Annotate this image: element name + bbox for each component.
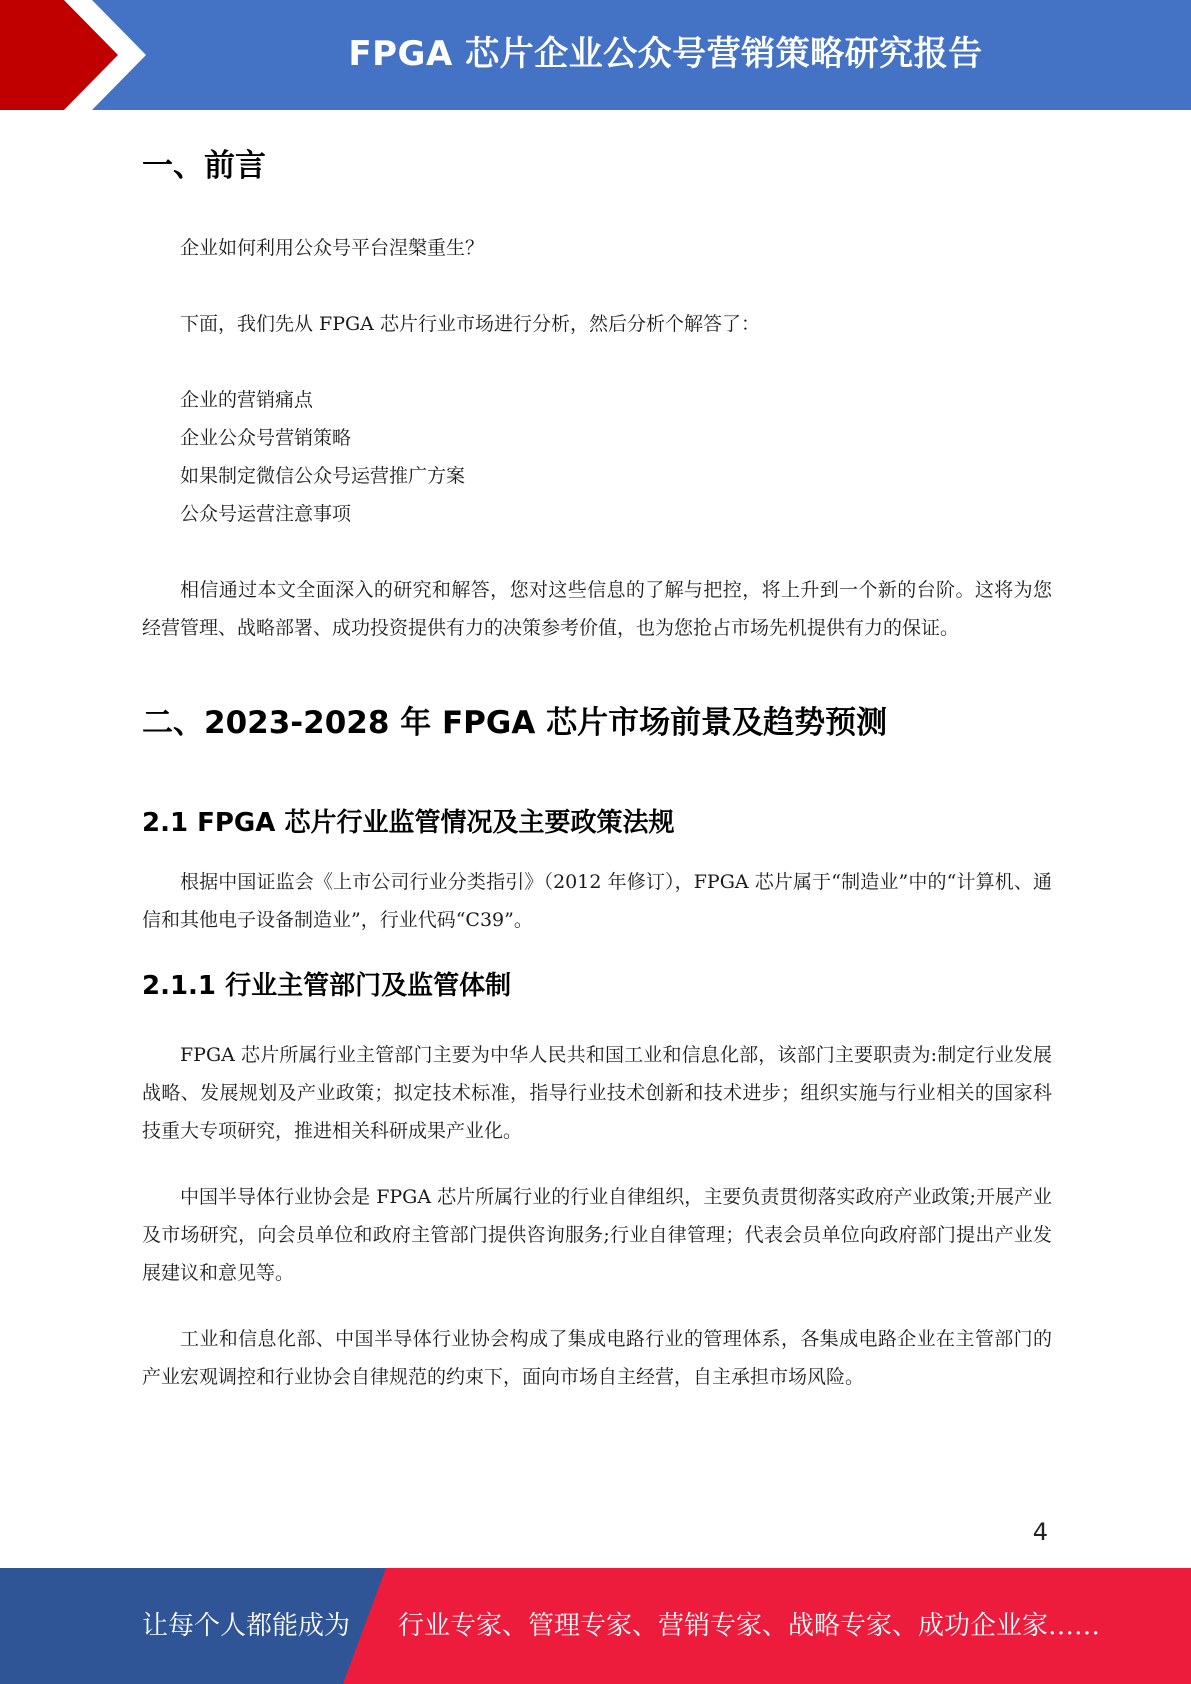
list-item: 企业公众号营销策略 bbox=[180, 427, 352, 449]
report-title: FPGA 芯片企业公众号营销策略研究报告 bbox=[348, 34, 983, 74]
paragraph-management-system: 工业和信息化部、中国半导体行业协会构成了集成电路行业的管理体系，各集成电路企业在主管部门的产业宏观调控和行业协会自律规范的约束下，面向市场自主经营，自主承担市场风险。 bbox=[142, 1328, 1052, 1388]
preface-question: 企业如何利用公众号平台涅槃重生？ bbox=[180, 237, 485, 259]
section-preface bbox=[142, 140, 1052, 647]
footer-slogan-left: 让每个人都能成为 bbox=[142, 1611, 351, 1641]
paragraph-regulator: FPGA 芯片所属行业主管部门主要为中华人民共和国工业和信息化部，该部门主要职责为:制定行业发展战略、发展规划及产业政策；拟定技术标准，指导行业技术创新和技术进步；组织实施与行业相关的国家科技重大专项研究，推进相关科研成果产业化。 bbox=[142, 1044, 1052, 1142]
subsection-heading-2-1: 2.1 FPGA 芯片行业监管情况及主要政策法规 bbox=[142, 808, 675, 838]
preface-topic-list bbox=[142, 381, 1052, 533]
paragraph-association: 中国半导体行业协会是 FPGA 芯片所属行业的行业自律组织，主要负责贯彻落实政府产业政策;开展产业及市场研究，向会员单位和政府主管部门提供咨询服务;行业自律管理；代表会员单位向政府部门提出产业发展建议和意见等。 bbox=[142, 1186, 1052, 1284]
page-content bbox=[142, 110, 1052, 1396]
section-heading-forecast: 二、2023-2028 年 FPGA 芯片市场前景及趋势预测 bbox=[142, 705, 888, 741]
list-item: 如果制定微信公众号运营推广方案 bbox=[180, 465, 466, 487]
section-forecast bbox=[142, 697, 1052, 1396]
page-number: 4 bbox=[1032, 1518, 1048, 1546]
section-heading-preface: 一、前言 bbox=[142, 148, 266, 184]
list-item: 企业的营销痛点 bbox=[180, 389, 314, 411]
footer-banner bbox=[0, 1568, 1191, 1684]
preface-intro: 下面，我们先从 FPGA 芯片行业市场进行分析，然后分析个解答了： bbox=[180, 313, 760, 335]
paragraph-industry-classification: 根据中国证监会《上市公司行业分类指引》（2012 年修订），FPGA 芯片属于“制造业”中的“计算机、通信和其他电子设备制造业”，行业代码“C39”。 bbox=[142, 871, 1052, 931]
list-item: 公众号运营注意事项 bbox=[180, 503, 352, 525]
header-banner bbox=[0, 0, 1191, 110]
preface-closing: 相信通过本文全面深入的研究和解答，您对这些信息的了解与把控，将上升到一个新的台阶。这将为您经营管理、战略部署、成功投资提供有力的决策参考价值，也为您抢占市场先机提供有力的保证。 bbox=[142, 579, 1052, 639]
footer-slogan-right: 行业专家、管理专家、营销专家、战略专家、成功企业家…… bbox=[398, 1611, 1101, 1641]
subsection-heading-2-1-1: 2.1.1 行业主管部门及监管体制 bbox=[142, 971, 512, 1001]
